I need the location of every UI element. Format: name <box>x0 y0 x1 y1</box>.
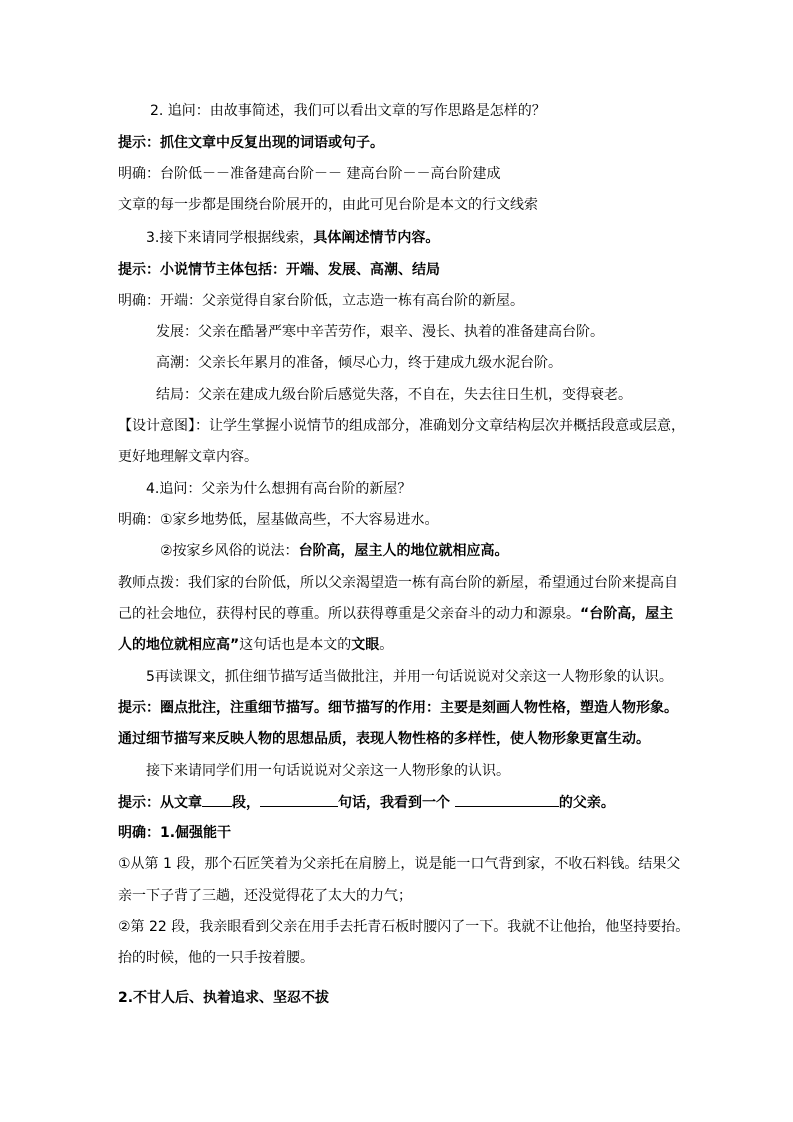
question-3 <box>146 228 439 248</box>
question-3-text: 3.接下来请同学根据线索， <box>146 230 314 246</box>
plot-ending: 结局：父亲在建成九级台阶后感觉失落，不自在，失去往日生机，变得衰老。 <box>156 387 632 403</box>
fill-in-mid-1: 段， <box>232 795 260 811</box>
hint-detail-line-2: 通过细节描写来反映人物的思想品质，表现人物性格的多样性，使人物形象更富生动。 <box>118 731 650 747</box>
teacher-guidance-text: 己的社会地位，获得村民的尊重。所以获得尊重是父亲奋斗的动力和源泉。 <box>118 606 580 622</box>
question-5: 5再读课文，抓住细节描写适当做批注，并用一句话说说对父亲这一人物形象的认识。 <box>146 669 673 685</box>
answer-4-point-2-text: ②按家乡风俗的说法： <box>160 543 299 559</box>
evidence-1-line-1: ①从第 1 段，那个石匠笑着为父亲托在肩膀上，说是能一口气背到家，不收石料钱。结果父 <box>118 856 681 872</box>
answer-plot-sequence: 明确：台阶低－－准备建高台阶－－ 建高台阶－－高台阶建成 <box>118 166 501 182</box>
plot-climax: 高潮：父亲长年累月的准备，倾尽心力，终于建成九级水泥台阶。 <box>156 355 562 371</box>
question-3-emphasis: 具体阐述情节内容。 <box>313 230 440 246</box>
fill-in-blank-paragraph[interactable] <box>202 792 232 807</box>
hint-fill-in <box>118 792 615 813</box>
fill-in-mid-2: 句话，我看到一个 <box>338 795 455 811</box>
hint-plot-structure: 提示：小说情节主体包括：开端、发展、高潮、结局 <box>118 262 440 278</box>
teacher-guidance-period: 。 <box>379 637 394 653</box>
teacher-guidance-quote-end: 人的地位就相应高” <box>118 637 240 653</box>
task-one-sentence: 接下来请同学们用一句话说说对父亲这一人物形象的认识。 <box>146 763 510 779</box>
fill-in-suffix: 的父亲。 <box>558 795 615 811</box>
hint-detail-line-1: 提示：圈点批注，注重细节描写。细节描写的作用：主要是刻画人物性格，塑造人物形象。 <box>118 700 678 716</box>
answer-trait-1: 明确：1.倔强能干 <box>118 825 232 841</box>
answer-4-point-1: 明确：①家乡地势低，屋基做高些，不大容易进水。 <box>118 512 439 528</box>
design-intent-line-1: 【设计意图】：让学生掌握小说情节的组成部分，准确划分文章结构层次并概括段意或层意， <box>118 418 685 434</box>
evidence-2-line-2: 抬的时候，他的一只手按着腰。 <box>118 950 314 966</box>
fill-in-blank-sentence[interactable] <box>260 792 338 807</box>
answer-4-point-2 <box>160 541 509 561</box>
evidence-1-line-2: 亲一下子背了三趟，还没觉得花了太大的力气； <box>118 888 412 904</box>
question-2: 2. 追问：由故事简述，我们可以看出文章的写作思路是怎样的？ <box>150 103 546 119</box>
plot-development: 发展：父亲在酷暑严寒中辛苦劳作，艰辛、漫长、执着的准备建高台阶。 <box>156 324 604 340</box>
fill-in-blank-trait[interactable] <box>455 792 559 807</box>
hint-repeated-words: 提示：抓住文章中反复出现的词语或句子。 <box>118 135 384 151</box>
teacher-guidance-line-1: 教师点拨：我们家的台阶低，所以父亲渴望造一栋有高台阶的新屋，希望通过台阶来提高自 <box>118 575 678 591</box>
teacher-guidance-line-2 <box>118 604 673 624</box>
question-4: 4.追问：父亲为什么想拥有高台阶的新屋？ <box>146 481 412 497</box>
keyword-wenyan: 文眼 <box>351 637 380 653</box>
teacher-guidance-line-3 <box>118 635 393 655</box>
teacher-guidance-tail: 这句话也是本文的 <box>239 637 352 653</box>
evidence-2-line-1: ②第 22 段，我亲眼看到父亲在用手去托青石板时腰闪了一下。我就不让他抬，他坚持要抬。 <box>118 919 690 935</box>
fill-in-prefix: 提示：从文章 <box>118 795 202 811</box>
design-intent-line-2: 更好地理解文章内容。 <box>118 449 258 465</box>
answer-4-point-2-emphasis: 台阶高，屋主人的地位就相应高。 <box>298 543 509 559</box>
answer-clue: 文章的每一步都是围绕台阶展开的，由此可见台阶是本文的行文线索 <box>118 197 538 213</box>
plot-beginning: 明确：开端：父亲觉得自家台阶低，立志造一栋有高台阶的新屋。 <box>118 293 524 309</box>
teacher-guidance-quote-start: “台阶高，屋主 <box>580 606 674 622</box>
answer-trait-2: 2.不甘人后、执着追求、坚忍不拔 <box>118 990 330 1006</box>
